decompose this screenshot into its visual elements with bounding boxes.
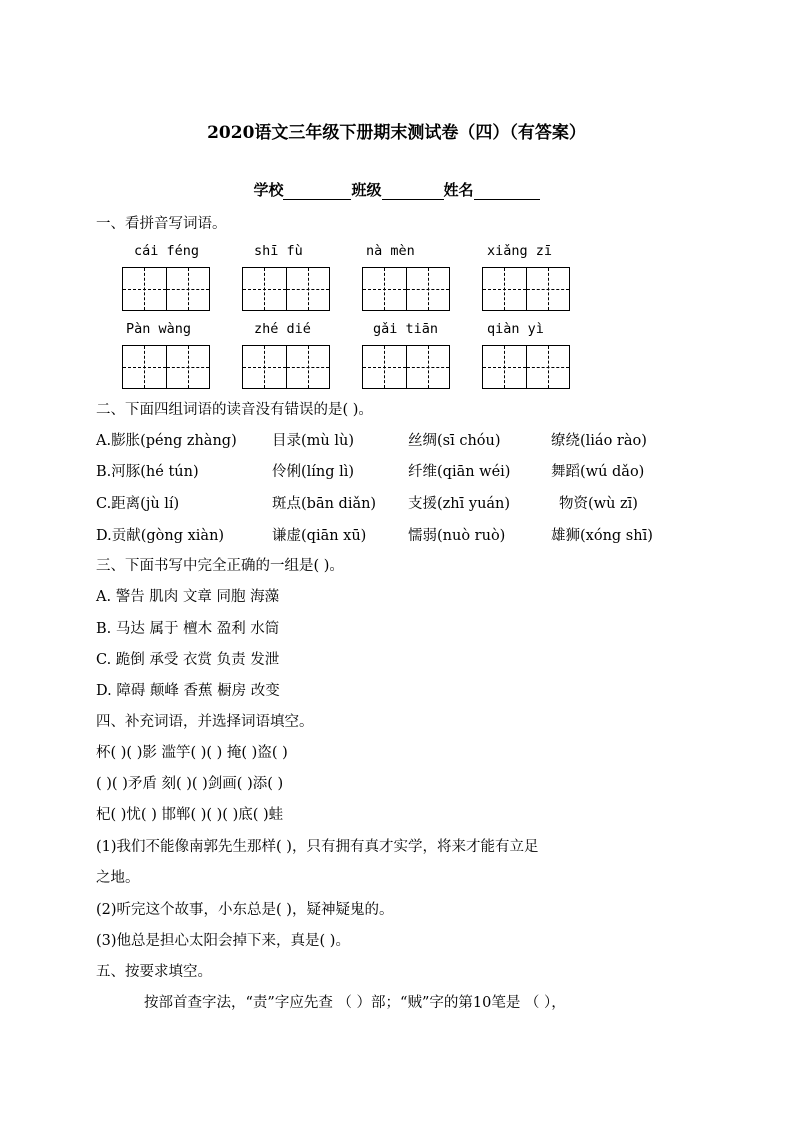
char-grid-2[interactable] bbox=[242, 267, 330, 311]
section-1-heading: 一、看拼音写词语。 bbox=[96, 216, 227, 232]
pinyin-1: cái féng bbox=[134, 243, 200, 259]
pinyin-4: xiǎng zī bbox=[487, 243, 553, 259]
fill-question-3: (3)他总是担心太阳会掉下来，真是( )。 bbox=[96, 933, 350, 949]
name-label: 姓名 bbox=[443, 181, 474, 199]
section-4-heading: 四、补充词语，并选择词语填空。 bbox=[96, 714, 314, 730]
char-grid-1[interactable] bbox=[122, 267, 210, 311]
school-blank[interactable] bbox=[283, 183, 351, 200]
char-grid-7[interactable] bbox=[362, 345, 450, 389]
section-5-heading: 五、按要求填空。 bbox=[96, 964, 212, 980]
section-2-heading: 二、下面四组词语的读音没有错误的是( )。 bbox=[96, 402, 373, 418]
sec3-option-c: C. 跪倒 承受 衣赏 负责 发泄 bbox=[96, 652, 280, 668]
option-c-3: 支援(zhī yuán) bbox=[408, 496, 511, 512]
class-blank[interactable] bbox=[382, 183, 444, 200]
pinyin-6: zhé dié bbox=[254, 321, 311, 337]
pinyin-8: qiàn yì bbox=[487, 321, 544, 337]
option-d-2: 谦虚(qiān xū) bbox=[272, 528, 367, 544]
option-d-4: 雄狮(xóng shī) bbox=[551, 528, 653, 544]
option-c-1: C.距离(jù lí) bbox=[96, 496, 180, 512]
page-title: 2020语文三年级下册期末测试卷（四）（有答案） bbox=[207, 123, 586, 143]
pinyin-5: Pàn wàng bbox=[126, 321, 192, 337]
pinyin-3: nà mèn bbox=[366, 243, 415, 259]
fill-question-1-cont: 之地。 bbox=[96, 870, 140, 886]
idiom-row-1: 杯( )( )影 滥竽( )( ) 掩( )盗( ) bbox=[96, 745, 288, 761]
fill-question-1: (1)我们不能像南郭先生那样( )，只有拥有真才实学，将来才能有立足 bbox=[96, 839, 539, 855]
school-label: 学校 bbox=[253, 181, 284, 199]
sec5-line-1: 按部首查字法，“责”字应先查 （ ）部；“贼”字的第10笔是 （ ）， bbox=[144, 995, 566, 1011]
idiom-row-3: 杞( )忧( ) 邯郸( )( )( )底( )蛙 bbox=[96, 807, 284, 823]
fill-question-2: (2)听完这个故事，小东总是( )，疑神疑鬼的。 bbox=[96, 902, 394, 918]
option-c-2: 斑点(bān diǎn) bbox=[272, 496, 377, 512]
option-b-4: 舞蹈(wú dǎo) bbox=[551, 464, 645, 480]
pinyin-2: shī fù bbox=[254, 243, 303, 259]
sec3-option-a: A. 警告 肌肉 文章 同胞 海藻 bbox=[96, 589, 280, 605]
option-a-2: 目录(mù lù) bbox=[272, 433, 354, 449]
option-b-2: 伶俐(líng lì) bbox=[272, 464, 355, 480]
sec3-option-b: B. 马达 属于 檀木 盈利 水筒 bbox=[96, 621, 280, 637]
pinyin-7: gǎi tiān bbox=[373, 321, 439, 337]
char-grid-3[interactable] bbox=[362, 267, 450, 311]
idiom-row-2: ( )( )矛盾 刻( )( )剑画( )添( ) bbox=[96, 776, 284, 792]
option-b-3: 纤维(qiān wéi) bbox=[408, 464, 511, 480]
option-b-1: B.河豚(hé tún) bbox=[96, 464, 199, 480]
char-grid-4[interactable] bbox=[482, 267, 570, 311]
option-a-3: 丝绸(sī chóu) bbox=[408, 433, 501, 449]
char-grid-8[interactable] bbox=[482, 345, 570, 389]
option-a-4: 缭绕(liáo rào) bbox=[551, 433, 647, 449]
option-d-3: 懦弱(nuò ruò) bbox=[408, 528, 506, 544]
sec3-option-d: D. 障碍 颠峰 香蕉 橱房 改变 bbox=[96, 683, 280, 699]
name-blank[interactable] bbox=[474, 183, 540, 200]
student-info bbox=[0, 179, 793, 200]
option-c-4: 物资(wù zī) bbox=[559, 496, 638, 512]
class-label: 班级 bbox=[351, 181, 382, 199]
option-a-1: A.膨胀(péng zhàng) bbox=[96, 433, 237, 449]
char-grid-6[interactable] bbox=[242, 345, 330, 389]
section-3-heading: 三、下面书写中完全正确的一组是( )。 bbox=[96, 558, 344, 574]
option-d-1: D.贡献(gòng xiàn) bbox=[96, 528, 225, 544]
char-grid-5[interactable] bbox=[122, 345, 210, 389]
